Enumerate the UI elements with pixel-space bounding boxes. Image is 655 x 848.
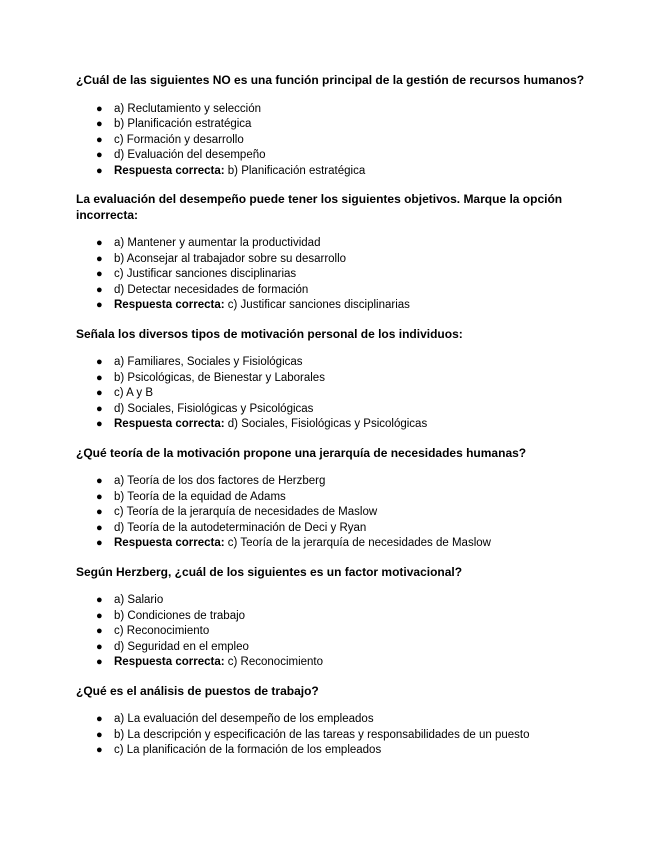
answer-text: c) Justificar sanciones disciplinarias <box>227 299 410 311</box>
answer-item <box>76 536 595 552</box>
option-item <box>76 743 595 759</box>
option-text: c) Teoría de la jerarquía de necesidades de Maslow <box>114 506 378 518</box>
bullet-icon: ● <box>96 521 103 534</box>
option-text: b) Condiciones de trabajo <box>114 609 246 622</box>
option-item <box>76 252 595 268</box>
option-text: b) Teoría de la equidad de Adams <box>114 490 286 503</box>
option-text: a) Salario <box>114 594 164 606</box>
question-heading: ¿Qué es el análisis de puestos de trabajo? <box>76 683 319 698</box>
option-text: a) Mantener y aumentar la productividad <box>114 237 321 249</box>
answer-label: Respuesta correcta: <box>114 537 225 549</box>
option-item <box>76 609 595 625</box>
question-heading: Señala los diversos tipos de motivación personal de los individuos: <box>76 326 463 341</box>
option-text: d) Sociales, Fisiológicas y Psicológicas <box>114 402 314 415</box>
option-text: a) Teoría de los dos factores de Herzberg <box>114 475 326 487</box>
answer-text: b) Planificación estratégica <box>227 164 366 177</box>
option-text: d) Teoría de la autodeterminación de Deci y Ryan <box>114 521 367 534</box>
bullet-icon: ● <box>96 118 103 130</box>
option-item <box>76 148 595 164</box>
question-heading: ¿Cuál de las siguientes NO es una función principal de la gestión de recursos humanos? <box>76 73 585 87</box>
option-text: a) La evaluación del desempeño de los empleados <box>114 713 374 725</box>
bullet-icon: ● <box>96 537 103 549</box>
bullet-icon: ● <box>96 149 103 161</box>
option-item <box>76 640 595 656</box>
question-heading: Según Herzberg, ¿cuál de los siguientes es un factor motivacional? <box>76 564 463 579</box>
option-item <box>76 505 595 521</box>
option-text: d) Evaluación del desempeño <box>114 149 266 161</box>
option-text: c) Formación y desarrollo <box>114 133 244 146</box>
bullet-icon: ● <box>96 594 103 606</box>
question-heading: ¿Qué teoría de la motivación propone una jerarquía de necesidades humanas? <box>76 445 527 460</box>
options-list <box>76 593 595 671</box>
answer-label: Respuesta correcta: <box>114 164 225 177</box>
bullet-icon: ● <box>96 609 103 622</box>
option-text: c) Reconocimiento <box>114 625 210 637</box>
option-text: d) Seguridad en el empleo <box>114 640 249 653</box>
answer-item <box>76 298 595 314</box>
answer-item <box>76 164 595 180</box>
option-item <box>76 102 595 118</box>
bullet-icon: ● <box>96 387 103 399</box>
bullet-icon: ● <box>96 402 103 415</box>
answer-label: Respuesta correcta: <box>114 656 225 668</box>
option-item <box>76 521 595 537</box>
option-item <box>76 371 595 387</box>
bullet-icon: ● <box>96 625 103 637</box>
bullet-icon: ● <box>96 713 103 725</box>
answer-label: Respuesta correcta: <box>114 299 225 311</box>
answer-item <box>76 417 595 433</box>
option-text: d) Detectar necesidades de formación <box>114 283 309 296</box>
bullet-icon: ● <box>96 356 103 368</box>
answer-text: d) Sociales, Fisiológicas y Psicológicas <box>227 418 428 430</box>
bullet-icon: ● <box>96 744 103 756</box>
options-list <box>76 102 595 180</box>
option-text: c) A y B <box>114 387 153 399</box>
option-item <box>76 236 595 252</box>
options-list <box>76 474 595 552</box>
option-item <box>76 490 595 506</box>
bullet-icon: ● <box>96 506 103 518</box>
bullet-icon: ● <box>96 475 103 487</box>
bullet-icon: ● <box>96 728 103 741</box>
options-list <box>76 355 595 433</box>
bullet-icon: ● <box>96 252 103 265</box>
option-text: b) Psicológicas, de Bienestar y Laborales <box>114 371 325 384</box>
option-text: b) La descripción y especificación de las tareas y responsabilidades de un puesto <box>114 728 530 741</box>
bullet-icon: ● <box>96 418 103 430</box>
bullet-icon: ● <box>96 102 103 115</box>
options-list <box>76 712 595 759</box>
answer-label: Respuesta correcta: <box>114 418 225 430</box>
bullet-icon: ● <box>96 133 103 146</box>
answer-item <box>76 655 595 671</box>
option-item <box>76 474 595 490</box>
question-heading: La evaluación del desempeño puede tener los siguientes objetivos. Marque la opción incorrecta: <box>76 192 563 222</box>
bullet-icon: ● <box>96 371 103 384</box>
option-text: c) La planificación de la formación de los empleados <box>114 744 382 756</box>
option-item <box>76 402 595 418</box>
option-text: b) Planificación estratégica <box>114 118 252 130</box>
bullet-icon: ● <box>96 164 103 177</box>
option-text: a) Reclutamiento y selección <box>114 102 262 115</box>
option-item <box>76 728 595 744</box>
option-item <box>76 386 595 402</box>
option-item <box>76 712 595 728</box>
option-item <box>76 593 595 609</box>
answer-text: c) Reconocimiento <box>227 656 324 668</box>
bullet-icon: ● <box>96 656 103 668</box>
option-item <box>76 624 595 640</box>
bullet-icon: ● <box>96 237 103 249</box>
option-item <box>76 267 595 283</box>
option-item <box>76 117 595 133</box>
bullet-icon: ● <box>96 490 103 503</box>
bullet-icon: ● <box>96 268 103 280</box>
option-text: b) Aconsejar al trabajador sobre su desarrollo <box>114 252 347 265</box>
bullet-icon: ● <box>96 640 103 653</box>
options-list <box>76 236 595 314</box>
option-item <box>76 133 595 149</box>
bullet-icon: ● <box>96 299 103 311</box>
option-item <box>76 283 595 299</box>
option-text: a) Familiares, Sociales y Fisiológicas <box>114 356 303 368</box>
option-text: c) Justificar sanciones disciplinarias <box>114 268 297 280</box>
answer-text: c) Teoría de la jerarquía de necesidades de Maslow <box>227 537 491 549</box>
bullet-icon: ● <box>96 283 103 296</box>
option-item <box>76 355 595 371</box>
